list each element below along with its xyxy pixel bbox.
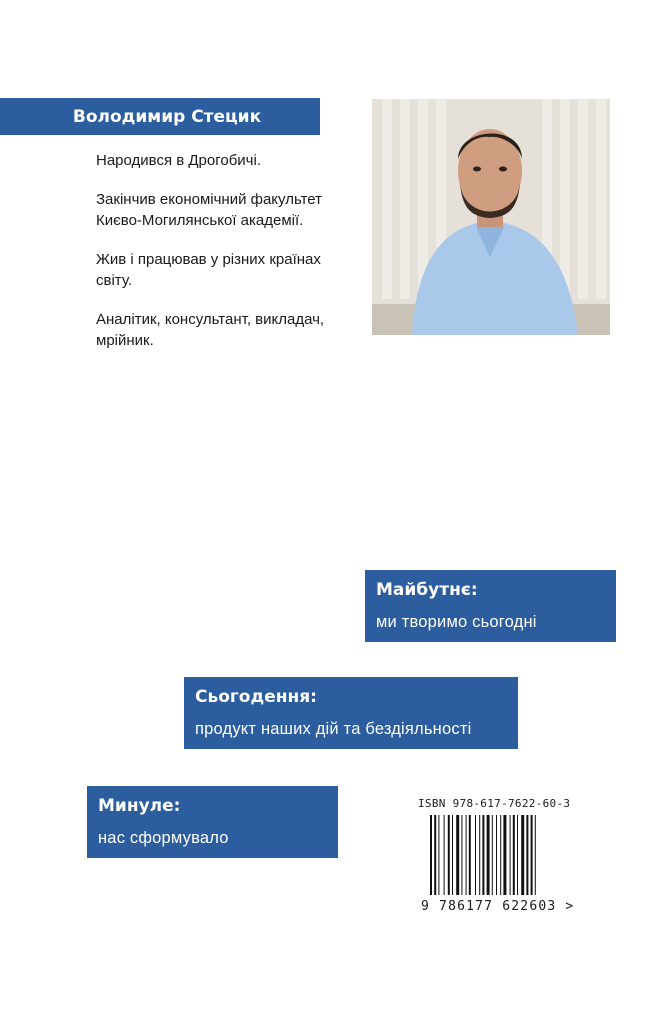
past-card: [87, 786, 338, 858]
isbn-digits: 9 786177 622603 >: [421, 899, 575, 914]
future-title: Майбутнє:: [376, 580, 478, 600]
present-title: Сьогодення:: [195, 687, 317, 707]
bio-paragraph: Народився в Дрогобичі.: [96, 152, 261, 169]
author-photo: [372, 99, 610, 335]
present-subtitle: продукт наших дій та бездіяльності: [195, 720, 472, 738]
past-subtitle: нас сформувало: [98, 829, 229, 847]
author-portrait-icon: [372, 99, 610, 335]
isbn-label: ISBN 978-617-7622-60-3: [418, 797, 571, 810]
future-subtitle: ми творимо сьогодні: [376, 613, 537, 631]
bio-paragraph: Аналітик, консультант, викладач, мрійник.: [96, 311, 325, 349]
author-bio: [96, 150, 356, 369]
future-card: [365, 570, 616, 642]
bio-paragraph: Жив і працював у різних країнах світу.: [96, 251, 321, 289]
author-name-banner: [0, 98, 320, 135]
bio-paragraph: Закінчив економічний факультет Києво-Могилянської академії.: [96, 191, 323, 229]
present-card: [184, 677, 518, 749]
author-name: Володимир Стецик: [72, 106, 262, 127]
past-title: Минуле:: [98, 796, 181, 816]
